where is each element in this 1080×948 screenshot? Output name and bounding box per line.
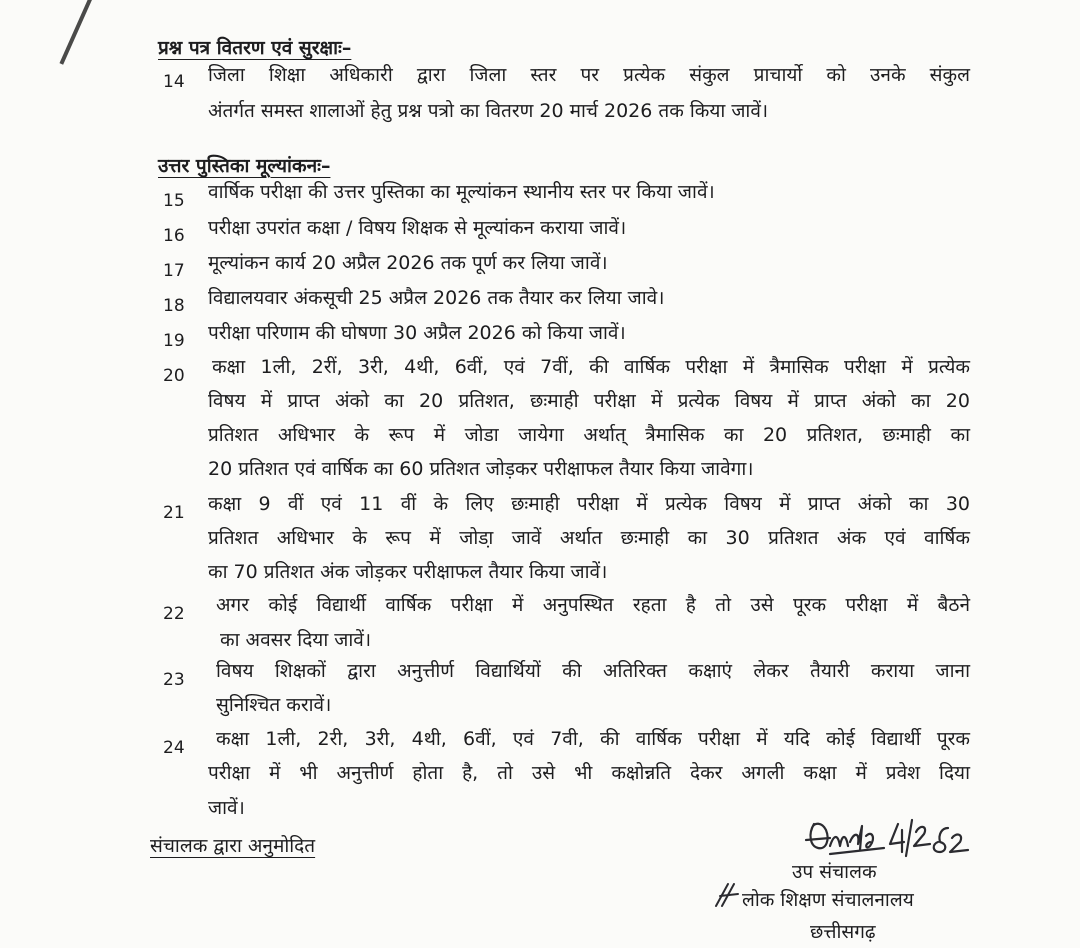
item-line: कक्षा 1ली, 2री, 3री, 4थी, 6वीं, एवं 7वी, की वार्षिक परीक्षा में यदि कोई विद्यार्थी पूरक — [216, 728, 970, 750]
item-line: वार्षिक परीक्षा की उत्तर पुस्तिका का मूल्यांकन स्थानीय स्तर पर किया जावें। — [208, 181, 715, 203]
item-line: अंतर्गत समस्त शालाओं हेतु प्रश्न पत्रो का वितरण 20 मार्च 2026 तक किया जावें। — [208, 100, 769, 122]
item-line: प्रतिशत अधिभार के रूप में जोडा जायेगा अर्थात् त्रैमासिक का 20 प्रतिशत, छःमाही का — [208, 424, 970, 446]
item-line: परीक्षा परिणाम की घोषणा 30 अप्रैल 2026 को किया जावें। — [208, 322, 626, 344]
item-line: 20 प्रतिशत एवं वार्षिक का 60 प्रतिशत जोड़कर परीक्षाफल तैयार किया जावेगा। — [208, 458, 754, 480]
item-line: जिला शिक्षा अधिकारी द्वारा जिला स्तर पर प्रत्येक संकुल प्राचार्यो को उनके संकुल — [208, 64, 970, 86]
item-number: 15 — [163, 191, 185, 211]
signatory-state: छत्तीसगढ़ — [810, 921, 876, 943]
signatory-designation: उप संचालक — [792, 861, 877, 883]
item-line: मूल्यांकन कार्य 20 अप्रैल 2026 तक पूर्ण कर लिया जावें। — [208, 252, 608, 274]
item-number: 19 — [163, 331, 185, 351]
item-number: 22 — [163, 604, 185, 624]
pen-mark-icon — [712, 880, 740, 910]
item-line: का अवसर दिया जावें। — [220, 629, 372, 651]
item-number: 24 — [163, 738, 185, 758]
item-line: विषय शिक्षकों द्वारा अनुत्तीर्ण विद्यार्थियों की अतिरिक्त कक्षाएं लेकर तैयारी कराया जाना — [216, 660, 970, 682]
item-line: सुनिश्चित करावें। — [216, 694, 332, 716]
item-number: 18 — [163, 296, 185, 316]
section-heading-evaluation: उत्तर पुस्तिका मूल्यांकनः– — [158, 155, 331, 177]
page-edge-shadow — [59, 0, 95, 65]
item-line: कक्षा 9 वीं एवं 11 वीं के लिए छःमाही परीक्षा में प्रत्येक विषय में प्राप्त अंको का 30 — [208, 493, 970, 515]
section-heading-distribution: प्रश्न पत्र वितरण एवं सुरक्षाः– — [158, 37, 352, 59]
signatory-office: लोक शिक्षण संचालनालय — [742, 889, 914, 911]
item-line: का 70 प्रतिशत अंक जोड़कर परीक्षाफल तैयार किया जावें। — [208, 561, 608, 583]
item-line: विद्यालयवार अंकसूची 25 अप्रैल 2026 तक तैयार कर लिया जावे। — [208, 287, 665, 309]
item-line: परीक्षा उपरांत कक्षा / विषय शिक्षक से मूल्यांकन कराया जावें। — [208, 217, 627, 239]
item-line: परीक्षा में भी अनुत्तीर्ण होता है, तो उसे भी कक्षोन्नति देकर अगली कक्षा में प्रवेश दिया — [208, 762, 970, 784]
item-number: 23 — [163, 670, 185, 690]
item-number: 20 — [163, 366, 185, 386]
item-number: 14 — [163, 72, 185, 92]
item-line: विषय में प्राप्त अंको का 20 प्रतिशत, छःमाही परीक्षा में प्रत्येक विषय में प्राप्त अंको का 20 — [208, 390, 970, 412]
item-line: प्रतिशत अधिभार के रूप में जोडा़ जावें अर्थात छःमाही का 30 प्रतिशत अंक एवं वार्षिक — [208, 527, 970, 549]
item-line: जावें। — [208, 797, 245, 819]
item-number: 21 — [163, 503, 185, 523]
item-line: अगर कोई विद्यार्थी वार्षिक परीक्षा में अनुपस्थित रहता है तो उसे पूरक परीक्षा में बैठने — [216, 594, 970, 616]
item-number: 17 — [163, 261, 185, 281]
item-number: 16 — [163, 226, 185, 246]
item-line: कक्षा 1ली, 2रीं, 3री, 4थी, 6वीं, एवं 7वीं, की वार्षिक परीक्षा में त्रैमासिक परीक्षा में प्रत्येक — [212, 356, 970, 378]
approval-label: संचालक द्वारा अनुमोदित — [150, 835, 316, 857]
